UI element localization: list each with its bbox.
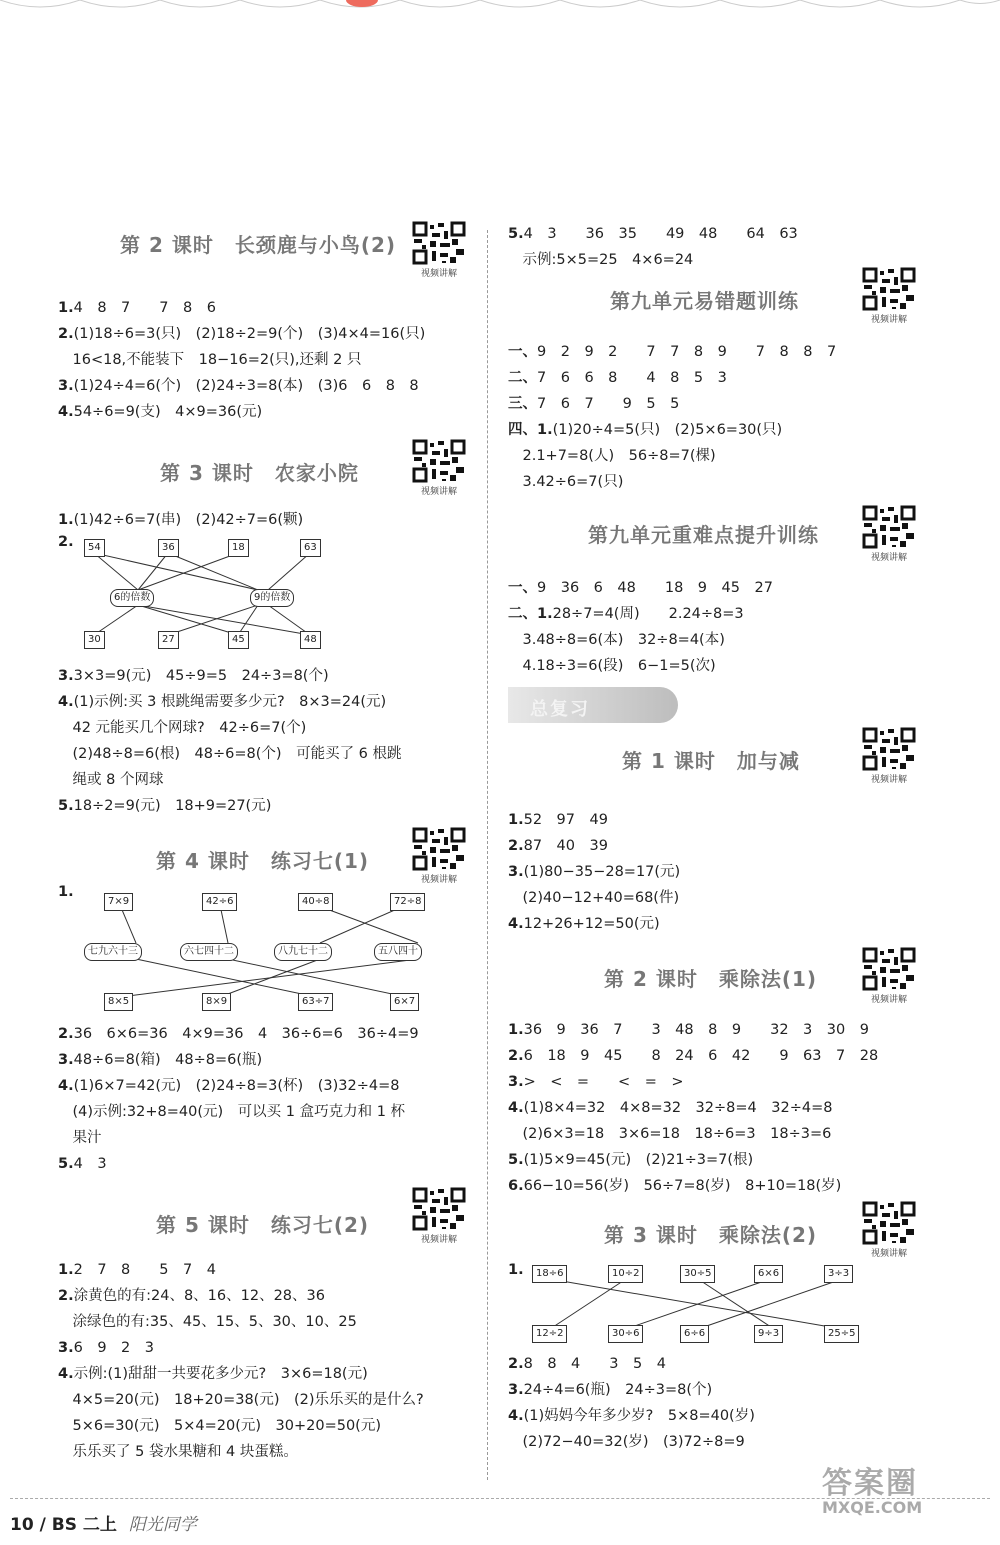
section-title: 第 2 课时 长颈鹿与小鸟(2) — [120, 233, 397, 257]
answer-line: (4)示例:32+8=40(元) 可以买 1 盒巧克力和 1 杯 — [58, 1104, 406, 1120]
expression-card: 8×9 — [202, 993, 231, 1011]
expression-card: 63÷7 — [298, 993, 333, 1011]
expression-card: 18÷6 — [532, 1265, 567, 1283]
watermark-title: 答案圈 — [822, 1466, 918, 1501]
answer-line: 1.36 9 36 7 3 48 8 9 32 3 30 9 — [508, 1022, 869, 1038]
question-number: 4. — [58, 404, 74, 420]
question-number: 6. — [508, 1178, 524, 1194]
qr-label: 视频讲解 — [870, 1249, 907, 1259]
qr-label: 视频讲解 — [420, 1235, 457, 1245]
section-title: 第 4 课时 练习七(1) — [156, 849, 370, 873]
answer-line: 乐乐买了 5 袋水果糖和 4 块蛋糕。 — [58, 1444, 298, 1460]
expression-card: 6÷6 — [680, 1325, 709, 1343]
answer-line: 3.48÷8=6(本) 32÷8=4(本) — [508, 632, 725, 648]
answer-line: 绳或 8 个网球 — [58, 772, 164, 788]
question-number: 四、1. — [508, 422, 553, 438]
right-column — [508, 215, 928, 1455]
question-number: 2. — [508, 1356, 524, 1372]
question-number: 2. — [58, 1288, 74, 1304]
matching-diagram — [508, 1263, 928, 1347]
answer-line: 2.8 8 4 3 5 4 — [508, 1356, 666, 1372]
answer-line: 1.52 97 49 — [508, 812, 608, 828]
question-number: 1. — [508, 812, 524, 828]
qr-label: 视频讲解 — [870, 315, 907, 325]
question-number: 1. — [508, 1262, 524, 1278]
question-number: 4. — [508, 1100, 524, 1116]
qr-label: 视频讲解 — [420, 875, 457, 885]
question-number: 4. — [58, 694, 74, 710]
question-number: 5. — [58, 1156, 74, 1172]
answer-line: (2)40−12+40=68(件) — [508, 890, 680, 906]
question-number: 3. — [58, 1340, 74, 1356]
answer-line: 2.涂黄色的有:24、8、16、12、28、36 — [58, 1288, 325, 1304]
answer-line: 一、9 2 9 2 7 7 8 9 7 8 8 7 — [508, 344, 837, 360]
section-title: 第 2 课时 乘除法(1) — [604, 967, 818, 991]
qr-code-icon[interactable] — [412, 1187, 466, 1245]
answer-line: 4.(1)6×7=42(元) (2)24÷8=3(杯) (3)32÷4=8 — [58, 1078, 400, 1094]
expression-card: 10÷2 — [608, 1265, 643, 1283]
expression-card: 30÷6 — [608, 1325, 643, 1343]
question-number: 二、1. — [508, 606, 553, 622]
section-title: 第 5 课时 练习七(2) — [156, 1213, 370, 1237]
number-card: 54 — [84, 539, 105, 557]
question-number: 4. — [58, 1366, 74, 1382]
question-number: 三、 — [508, 396, 537, 412]
expression-card: 6×6 — [754, 1265, 783, 1283]
answer-line: 5.(1)5×9=45(元) (2)21÷3=7(根) — [508, 1152, 754, 1168]
answer-line: 4.(1)示例:买 3 根跳绳需要多少元? 8×3=24(元) — [58, 694, 387, 710]
answer-line: 1.2 7 8 5 7 4 — [58, 1262, 216, 1278]
answer-line: 2.6 18 9 45 8 24 6 42 9 63 7 28 — [508, 1048, 879, 1064]
qr-code-icon[interactable] — [862, 267, 916, 325]
qr-code-icon[interactable] — [412, 221, 466, 279]
column-divider — [487, 230, 488, 1480]
question-number: 4. — [508, 916, 524, 932]
expression-card: 42÷6 — [202, 893, 237, 911]
expression-card: 30÷5 — [680, 1265, 715, 1283]
answer-line: 1.4 8 7 7 8 6 — [58, 300, 216, 316]
question-number: 5. — [508, 226, 524, 242]
qr-code-icon[interactable] — [862, 505, 916, 563]
section-heading — [508, 273, 928, 323]
answer-line: 3.48÷6=8(箱) 48÷8=6(瓶) — [58, 1052, 263, 1068]
number-card: 30 — [84, 631, 105, 649]
section-heading — [508, 1199, 928, 1259]
matching-diagram — [58, 884, 478, 1017]
watermark-url: MXQE.COM — [822, 1498, 923, 1517]
section-title: 第九单元重难点提升训练 — [588, 523, 819, 547]
answer-line: 4.(1)妈妈今年多少岁? 5×8=40(岁) — [508, 1408, 755, 1424]
answer-line: 三、7 6 7 9 5 5 — [508, 396, 680, 412]
section-title: 第 1 课时 加与减 — [622, 749, 800, 773]
expression-card: 6×7 — [390, 993, 419, 1011]
answer-line: 二、7 6 6 8 4 8 5 3 — [508, 370, 727, 386]
question-number: 4. — [58, 1078, 74, 1094]
question-number: 1. — [58, 512, 74, 528]
watermark — [822, 1458, 992, 1518]
question-number: 2. — [58, 326, 74, 342]
answer-line: 3.6 9 2 3 — [58, 1340, 155, 1356]
question-number: 一、 — [508, 344, 537, 360]
question-number: 2. — [508, 838, 524, 854]
question-number: 5. — [58, 798, 74, 814]
question-number: 3. — [58, 378, 74, 394]
answer-line: 1.(1)42÷6=7(串) (2)42÷7=6(颗) — [58, 512, 304, 528]
rhyme-card: 八九七十二 — [274, 943, 332, 961]
answer-line: 3.> < = < = > — [508, 1074, 684, 1090]
answer-line: 二、1.28÷7=4(周) 2.24÷8=3 — [508, 606, 744, 622]
question-number: 1. — [58, 300, 74, 316]
section-title: 第九单元易错题训练 — [610, 289, 799, 313]
question-number: 3. — [58, 668, 74, 684]
qr-code-icon[interactable] — [862, 727, 916, 785]
section-heading — [58, 1181, 478, 1245]
review-banner — [508, 687, 678, 723]
section-heading — [508, 505, 928, 563]
expression-card: 8×5 — [104, 993, 133, 1011]
number-card: 27 — [158, 631, 179, 649]
rhyme-card: 七九六十三 — [84, 943, 142, 961]
answer-line: 果汁 — [58, 1130, 102, 1146]
answer-line: 4.12+26+12=50(元) — [508, 916, 660, 932]
section-heading — [58, 823, 478, 885]
number-card: 45 — [228, 631, 249, 649]
question-number: 二、 — [508, 370, 537, 386]
section-heading — [508, 727, 928, 785]
answer-line: 3.(1)24÷4=6(个) (2)24÷3=8(本) (3)6 6 8 8 — [58, 378, 419, 394]
answer-line: 4.54÷6=9(支) 4×9=36(元) — [58, 404, 263, 420]
question-number: 3. — [508, 864, 524, 880]
answer-line: 3.24÷4=6(瓶) 24÷3=8(个) — [508, 1382, 713, 1398]
qr-label: 视频讲解 — [870, 775, 907, 785]
answer-line: 5.18÷2=9(元) 18+9=27(元) — [58, 798, 272, 814]
expression-card: 72÷8 — [390, 893, 425, 911]
answer-line: 4×5=20(元) 18+20=38(元) (2)乐乐买的是什么? — [58, 1392, 424, 1408]
answer-line: 四、1.(1)20÷4=5(只) (2)5×6=30(只) — [508, 422, 783, 438]
answer-line: 6.66−10=56(岁) 56÷7=8(岁) 8+10=18(岁) — [508, 1178, 842, 1194]
question-number: 1. — [58, 1262, 74, 1278]
qr-label: 视频讲解 — [420, 487, 457, 497]
answer-line: (2)48÷8=6(根) 48÷6=8(个) 可能买了 6 根跳 — [58, 746, 402, 762]
expression-card: 7×9 — [104, 893, 133, 911]
number-card: 18 — [228, 539, 249, 557]
grade: 二上 — [82, 1515, 117, 1535]
qr-label: 视频讲解 — [870, 553, 907, 563]
answer-line: 3.(1)80−35−28=17(元) — [508, 864, 681, 880]
category-card: 6的倍数 — [110, 589, 154, 607]
section-title: 第 3 课时 乘除法(2) — [604, 1223, 818, 1247]
section-heading — [508, 941, 928, 1005]
answer-line: (2)6×3=18 3×6=18 18÷6=3 18÷3=6 — [508, 1126, 832, 1142]
answer-line: 2.87 40 39 — [508, 838, 608, 854]
answer-line: 4.(1)8×4=32 4×8=32 32÷8=4 32÷4=8 — [508, 1100, 833, 1116]
answer-line: 2.1+7=8(人) 56÷8=7(棵) — [508, 448, 716, 464]
answer-line: 3.42÷6=7(只) — [508, 474, 624, 490]
question-number: 一、 — [508, 580, 537, 596]
question-number: 1. — [58, 884, 74, 900]
banner-title: 总复习 — [530, 699, 590, 720]
section-heading — [58, 429, 478, 497]
question-number: 2. — [58, 534, 74, 550]
answer-line: 2.36 6×6=36 4×9=36 4 36÷6=6 36÷4=9 — [58, 1026, 419, 1042]
number-card: 36 — [158, 539, 179, 557]
top-edge-decoration — [0, 0, 1000, 12]
matching-diagram — [58, 535, 478, 659]
expression-card: 40÷8 — [298, 893, 333, 911]
qr-label: 视频讲解 — [870, 995, 907, 1005]
answer-line: 示例:5×5=25 4×6=24 — [508, 252, 694, 268]
qr-label: 视频讲解 — [420, 269, 457, 279]
question-number: 3. — [58, 1052, 74, 1068]
answer-line: 一、9 36 6 48 18 9 45 27 — [508, 580, 773, 596]
expression-card: 12÷2 — [532, 1325, 567, 1343]
edition: BS — [51, 1515, 77, 1535]
question-number: 2. — [58, 1026, 74, 1042]
answer-line: 涂绿色的有:35、45、15、5、30、10、25 — [58, 1314, 357, 1330]
question-number: 3. — [508, 1074, 524, 1090]
expression-card: 25÷5 — [824, 1325, 859, 1343]
question-number: 5. — [508, 1152, 524, 1168]
answer-line: 4.示例:(1)甜甜一共要花多少元? 3×6=18(元) — [58, 1366, 368, 1382]
brand-logo: 阳光同学 — [128, 1515, 197, 1535]
category-card: 9的倍数 — [250, 589, 294, 607]
question-number: 2. — [508, 1048, 524, 1064]
page-footer: 10 / BS 二上 阳光同学 — [10, 1515, 197, 1535]
section-title: 第 3 课时 农家小院 — [160, 461, 359, 485]
rhyme-card: 五八四十 — [374, 943, 422, 961]
answer-line: 5×6=30(元) 5×4=20(元) 30+20=50(元) — [58, 1418, 381, 1434]
left-column — [58, 215, 478, 1465]
answer-line: 42 元能买几个网球? 42÷6=7(个) — [58, 720, 307, 736]
answer-line: 5.4 3 36 35 49 48 64 63 — [508, 226, 798, 242]
qr-code-icon[interactable] — [862, 1201, 916, 1259]
answer-line: (2)72−40=32(岁) (3)72÷8=9 — [508, 1434, 745, 1450]
rhyme-card: 六七四十二 — [180, 943, 238, 961]
number-card: 63 — [300, 539, 321, 557]
answer-line: 3.3×3=9(元) 45÷9=5 24÷3=8(个) — [58, 668, 329, 684]
number-card: 48 — [300, 631, 321, 649]
qr-code-icon[interactable] — [412, 827, 466, 885]
expression-card: 3÷3 — [824, 1265, 853, 1283]
page-number: 10 — [10, 1515, 34, 1535]
section-heading — [58, 215, 478, 279]
question-number: 3. — [508, 1382, 524, 1398]
answer-line: 16<18,不能装下 18−16=2(只),还剩 2 只 — [58, 352, 362, 368]
question-number: 4. — [508, 1408, 524, 1424]
expression-card: 9÷3 — [754, 1325, 783, 1343]
question-number: 1. — [508, 1022, 524, 1038]
qr-code-icon[interactable] — [412, 439, 466, 497]
answer-line: 5.4 3 — [58, 1156, 107, 1172]
answer-line: 2.(1)18÷6=3(只) (2)18÷2=9(个) (3)4×4=16(只) — [58, 326, 426, 342]
qr-code-icon[interactable] — [862, 947, 916, 1005]
answer-line: 4.18÷3=6(段) 6−1=5(次) — [508, 658, 716, 674]
